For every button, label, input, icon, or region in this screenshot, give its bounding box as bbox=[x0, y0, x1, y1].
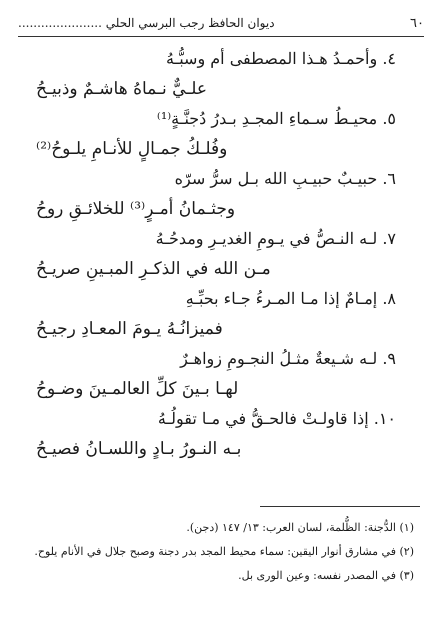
page-number: ٦٠ bbox=[410, 16, 424, 31]
verse-7-second-hemistich: مـن الله في الذكـرِ المبـينِ صريـحُ bbox=[36, 259, 271, 279]
poem-body bbox=[22, 44, 420, 464]
footnote-1: (١) الدُّجنة: الظُّلمة، لسان العرب: ١٣/ ١٤٧ (دجن). bbox=[186, 521, 414, 534]
verse-8-second-hemistich: فميزانُـهُ يـومَ المعـادِ رجيـحُ bbox=[36, 319, 223, 339]
verse-4-second-hemistich: علـيٌّ نـماهُ هاشـمٌ وذبيـحُ bbox=[36, 79, 208, 99]
verse-6-first-hemistich: ٦. حبيـبٌ حبيـبِ الله بـل سرُّ سرّه bbox=[174, 169, 396, 188]
footnote-3: (٣) في المصدر نفسه: وعين الورى بل. bbox=[238, 569, 414, 582]
verse-5-first-hemistich: ٥. محيـطُ سـماءِ المجـدِ بـدرُ دُجنَّـةٍ⁽¹⁾ bbox=[156, 109, 396, 128]
verse-5-second-hemistich: وفُلـكُ جمـالٍ للأنـامِ يلـوحُ⁽²⁾ bbox=[36, 139, 228, 159]
verse-8-first-hemistich: ٨. إمـامٌ إذا مـا المـرءُ جـاء بحبِّـهِ bbox=[185, 289, 396, 308]
footnote-2: (٢) في مشارق أنوار اليقين: سماء محيط المجد بدر دجنة وصبح جلال في الأنام يلوح. bbox=[34, 545, 414, 558]
verse-4-first-hemistich: ٤. وأحمـدُ هـذا المصطفى أم وسبُّـهُ bbox=[165, 49, 396, 68]
verse-10-first-hemistich: ١٠. إذا قاولـتْ فالحـقُّ في مـا تقولُـهُ bbox=[157, 409, 396, 428]
footnote-separator bbox=[260, 506, 420, 507]
verse-6-second-hemistich: وجثـمانُ أمـرٍ⁽³⁾ للخلائـقِ روحُ bbox=[36, 199, 236, 219]
verse-9-second-hemistich: لهـا بـينَ كلِّ العالمـينَ وضـوحُ bbox=[36, 379, 239, 399]
page-header bbox=[18, 14, 424, 36]
header-rule bbox=[18, 36, 424, 37]
verse-10-second-hemistich: بـه النـورُ بـادٍ واللسـانُ فصيـحُ bbox=[36, 439, 242, 459]
verse-9-first-hemistich: ٩. لـه شـيعةٌ مثـلُ النجـومِ زواهـرٌ bbox=[180, 349, 396, 368]
verse-7-first-hemistich: ٧. لـه النـصُّ في يـومِ الغديـرِ ومدحُـهُ bbox=[155, 229, 396, 248]
footnotes bbox=[22, 516, 414, 588]
running-title: ديوان الحافظ رجب البرسي الحلي ...................... bbox=[18, 16, 275, 30]
